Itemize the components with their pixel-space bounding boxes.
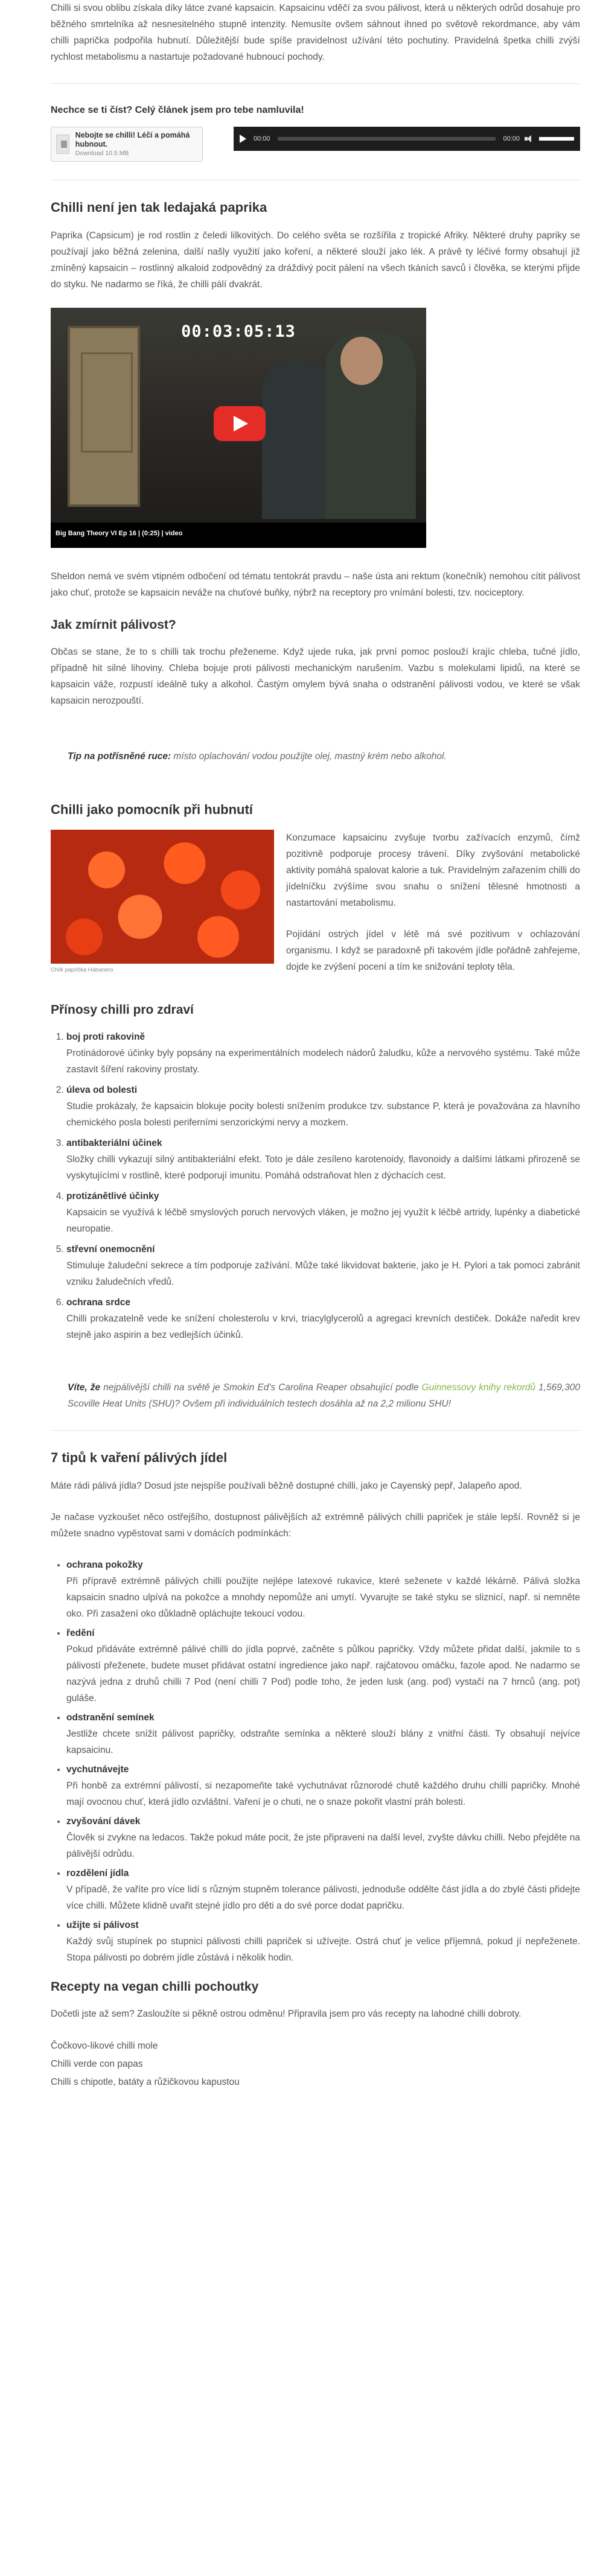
tip-text: místo oplachování vodou použijte olej, mastný krém nebo alkohol. [171,751,447,762]
total-time: 00:00 [503,135,520,142]
benefit-item-text: Chilli prokazatelně vede ke snížení cholesterolu v krvi, triacylglycerolů a agregaci krevních destiček. Dokáže naředit krev stejně jako aspirin a bez vedlejších účinků. [66,1314,580,1340]
cooking-tip-item-title: • rozdělení jídla [66,1868,129,1878]
cooking-tip-item-title: • užijte si pálivost [66,1920,139,1930]
recipe-link[interactable]: Čočkovo-likové chilli mole [51,2041,158,2051]
benefit-item [66,1294,580,1343]
video-caption: Big Bang Theory VI Ep 16 | (0:25) | video [51,523,426,548]
figure-caption: Chilli paprička Habanero [51,967,113,973]
video-play-icon[interactable] [214,406,266,441]
benefit-item [66,1029,580,1078]
volume-icon[interactable] [525,135,534,142]
benefit-item [66,1241,580,1290]
audio-heading: Nechce se ti číst? Celý článek jsem pro tebe namluvila! [51,105,304,115]
recipe-link[interactable]: Chilli s chipotle, batáty a růžičkovou kapustou [51,2077,240,2087]
cooking-tip-item-text: Člověk si zvykne na ledacos. Takže pokud máte pocit, že jste připraveni na další level, zvyšte dávku chilli. Nebo přejděte na pálivější odrůdu. [66,1833,580,1859]
benefit-item [66,1135,580,1184]
habanero-image [51,830,274,964]
benefit-item-text: Složky chilli vykazují silný antibakteriální efekt. Toto je dále zesíleno karotenoidy, flavonoidy a dalšími látkami přirozeně se vyskytujícími v rostlině, které podporují imunitu. Pomáhá odstraňovat hlen z dýchacích cest. [66,1154,580,1181]
section-heading-hubnuti: Chilli jako pomocník při hubnutí [51,802,253,817]
play-icon[interactable] [240,135,246,143]
download-title[interactable]: Nebojte se chilli! Léčí a pomáhá hubnout. [75,130,190,148]
cooking-tip-item [66,1761,580,1810]
benefit-item-title: 4. protizánětlivé účinky [66,1191,159,1201]
benefit-item [66,1188,580,1237]
cooking-tip-item [66,1709,580,1758]
benefit-item-title: 5. střevní onemocnění [66,1244,155,1255]
benefit-item-text: Kapsaicin se využívá k léčbě smyslových poruch nervových vláken, je možno jej využít k léčbě artridy, lupénky a diabetické neuropatie. [66,1207,580,1234]
side-text [286,830,580,990]
paragraph: Paprika (Capsicum) je rod rostlin z čeledi lilkovitých. Do celého světa se rozšířila z tropické Afriky. Některé druhy papriky se používají jako běžná zelenina, další našly využití jako koření, a některé slouží jako lék. A právě ty léčivé formy obsahují již zmíněný kapsaicin – rostlinný alkaloid zodpovědný za dráždivý pocit pálení na všech tkáních savců i člověka, se kterými přijde do styku. Ne nadarmo se říká, že chilli pálí dvakrát. [51,231,580,290]
cooking-tip-item-text: Pokud přidáváte extrémně pálivé chilli do jídla poprvé, začněte s půlkou papričky. Vždy můžete přidat další, jakmile to s pálivostí přeženete, budete muset přidávat ostatní ingredience jako např. rajčatovou omáčku, fazole apod. Ne nadarmo se nazývá jedna z druhů chilli 7 Pod (není chilli 7 Pod) podle toho, že jeden lusk (ang. pod) vystačí na 7 hrnců (ang. pot) guláše. [66,1644,580,1703]
benefit-item-text: Protinádorové účinky byly popsány na experimentálních modelech nádorů žaludku, kůže a nervového systému. Také může zastavit šíření rakoviny prostaty. [66,1048,580,1075]
download-text [75,131,197,158]
cooking-tip-item [66,1917,580,1966]
cooking-tip-item-text: Jestliže chcete snížit pálivost papričky, odstraňte semínka a některé slouží blány z vnitřní části. Ty obsahují nejvíce kapsaicinu. [66,1729,580,1755]
benefits-list [66,1029,580,1343]
paragraph: Je načase vyzkoušet něco ostřejšího, dostupnost pálivějších až extrémně pálivých chilli papriček je stále lepší. Rovněž si je můžete snadno vypěstovat sami v domácích podmínkách: [51,1512,580,1539]
seek-bar[interactable] [278,137,496,141]
intro-paragraph: Chilli si svou oblibu získala díky látce zvané kapsaicin. Kapsaicinu vděčí za svou pálivost, která u některých odrůd dosahuje pro běžného smrtelníka až nesnesitelného stupně intenzity. Nemusíte ovšem sáhnout ihned po světově rekordmance, aby vám chilli paprička podpořila hubnutí. Důležitější bude spíše pravidelnost užívání této pochutiny. Pravidelná špetka chilli zvýší rychlost metabolismu a nastartuje požadované hubnoucí pochody. [51,3,580,62]
cooking-tip-item-title: • odstranění semínek [66,1713,155,1723]
paragraph: Sheldon nemá ve svém vtipném odbočení od tématu tentokrát pravdu – naše ústa ani rektum (konečník) nemohou cítit pálivost jako chuť, protože se kapsaicin neváže na chuťové buňky, nýbrž na receptory pro vnímání bolesti, tzv. nociceptory. [51,571,580,598]
benefit-item-text: Studie prokázaly, že kapsaicin blokuje pocity bolesti snížením produkce tzv. substance P, která je považována za hlavního chemického posla bolesti periferními senzorickými nervy a mozkem. [66,1101,580,1128]
download-meta: Download 10.5 MB [75,149,129,157]
divider [51,1430,580,1431]
fact-note: Víte, že nejpálivější chilli na světě je Smokin Ed's Carolina Reaper obsahující podle Guinnessovy knihy rekordů 1,569,300 Scoville Heat Units (SHU)? Ovšem při individuálních testech dosáhla až na 2,2 milionu SHU! [68,1382,580,1409]
cooking-tip-item [66,1557,580,1622]
guinness-link[interactable]: Guinnessovy knihy rekordů [421,1382,535,1393]
paragraph: Občas se stane, že to s chilli tak trochu přeženeme. Když ujede ruka, jak první pomoc poslouží krajíc chleba, tučné jídlo, případně hit silné lihoviny. Chleba bojuje proti pálivosti mechanickým narušením. Vazbu s molekulami lipidů, na které se kapsaicin váže, rozpustí ideálně tuky a alkohol. Častým omylem bývá snaha o odstranění pálivosti vodou, ve které se však kapsaicin nerozpouští. [51,647,580,706]
section-heading-zmirnit-palivost: Jak zmírnit pálivost? [51,618,176,632]
divider [51,83,580,84]
figure [51,830,274,990]
section-heading-prinosy: Přínosy chilli pro zdraví [51,1003,194,1017]
cooking-tip-item-text: Při honbě za extrémní pálivostí, si nezapomeňte také vychutnávat různorodé chutě každého druhu chilli papričky. Mnohé mají ovocnou chuť, která jídlo ozvláštní. Vaření je o chuti, ne o snaze pokořit vlastní práh bolesti. [66,1781,580,1807]
cooking-tip-item-title: • vychutnávejte [66,1764,129,1775]
cooking-tip-item [66,1625,580,1706]
benefit-item-title: 1. boj proti rakovině [66,1032,145,1042]
cooking-tip-item-text: Každý svůj stupínek po stupnici pálivosti chilli papriček si užívejte. Ostrá chuť je velice příjemná, pokud jí nepřeženete. Stopa pálivosti po dobrém jídle zůstává i několik hodin. [66,1936,580,1963]
fact-label: Víte, že [68,1382,101,1393]
cooking-tip-item [66,1865,580,1914]
cooking-tip-item [66,1813,580,1862]
audio-section [51,127,580,162]
recipe-links [51,2037,580,2091]
volume-slider[interactable] [539,137,574,141]
paragraph: Dočetli jste až sem? Zasloužíte si pěkně ostrou odměnu! Připravila jsem pro vás recepty na lahodné chilli dobroty. [51,2009,522,2019]
recipe-link[interactable]: Chilli verde con papas [51,2059,143,2069]
cooking-tip-item-text: V případě, že vaříte pro více lidí s různým stupněm tolerance pálivosti, jednoduše oddělte část jídla a do zbylé části přidejte více chilli. Můžete klidně uvařit stejné jídlo pro děti a do své porce dodat papričku. [66,1884,580,1911]
benefit-item-text: Stimuluje žaludeční sekrece a tím podporuje zažívání. Může také likvidovat bakterie, jako je H. Pylori a tak pomoci zabránit vzniku žaludečních vředů. [66,1261,580,1287]
section-heading-chilli-paprika: Chilli není jen tak ledajaká paprika [51,200,267,215]
benefit-item-title: 3. antibakteriální účinek [66,1138,162,1148]
weight-loss-block [51,830,580,990]
paragraph: Máte rádi pálivá jídla? Dosud jste nejspíše používali běžně dostupné chilli, jako je Cayenský pepř, Jalapeňo apod. [51,1481,522,1491]
section-heading-recepty: Recepty na vegan chilli pochoutky [51,1980,259,1994]
tip-note [51,724,580,765]
audio-player [234,127,580,151]
cooking-tip-item-title: • ředění [66,1628,95,1638]
benefit-item-title: 2. úleva od bolesti [66,1085,138,1095]
cooking-tip-item-title: • zvyšování dávek [66,1816,141,1827]
video-timecode: 00:03:05:13 [181,322,296,341]
cooking-tip-item-title: • ochrana pokožky [66,1560,143,1570]
benefit-item [66,1082,580,1131]
file-download-icon [56,135,69,154]
cooking-tip-item-text: Při přípravě extrémně pálivých chilli použijte nejlépe latexové rukavice, které seženete v každé lékárně. Pálivá složka kapsaicin snadno ulpívá na pokožce a mnohdy nepomůže ani umytí. Vyvarujte se také styku se sliznicí, např. si nemněte oko. Při zasažení oko důkladně opláchujte tekoucí vodou. [66,1576,580,1619]
paragraph: Pojídání ostrých jídel v létě má své pozitivum v ochlazování organismu. I když se paradoxně při takovém jídle pořádně zahřejeme, dojde ke zvýšení pocení a tím ke snižování teploty těla. [286,929,580,972]
section-heading-tipy: 7 tipů k vaření pálivých jídel [51,1450,228,1465]
current-time: 00:00 [254,135,270,142]
video-embed[interactable] [51,308,426,548]
cooking-tips-list [66,1557,580,1966]
tip-label: Tip na potřísněné ruce: [68,751,171,762]
benefit-item-title: 6. ochrana srdce [66,1297,130,1308]
paragraph: Konzumace kapsaicinu zvyšuje tvorbu zažívacích enzymů, čímž pozitivně podporuje procesy trávení. Díky zvyšování metabolické aktivity pomáhá spalovat kalorie a tuk. Pravidelným zařazením chilli do jídelníčku zvýšíme svou snahu o snížení tělesné hmotnosti a nastartování metabolismu. [286,833,580,908]
download-box[interactable] [51,127,203,162]
